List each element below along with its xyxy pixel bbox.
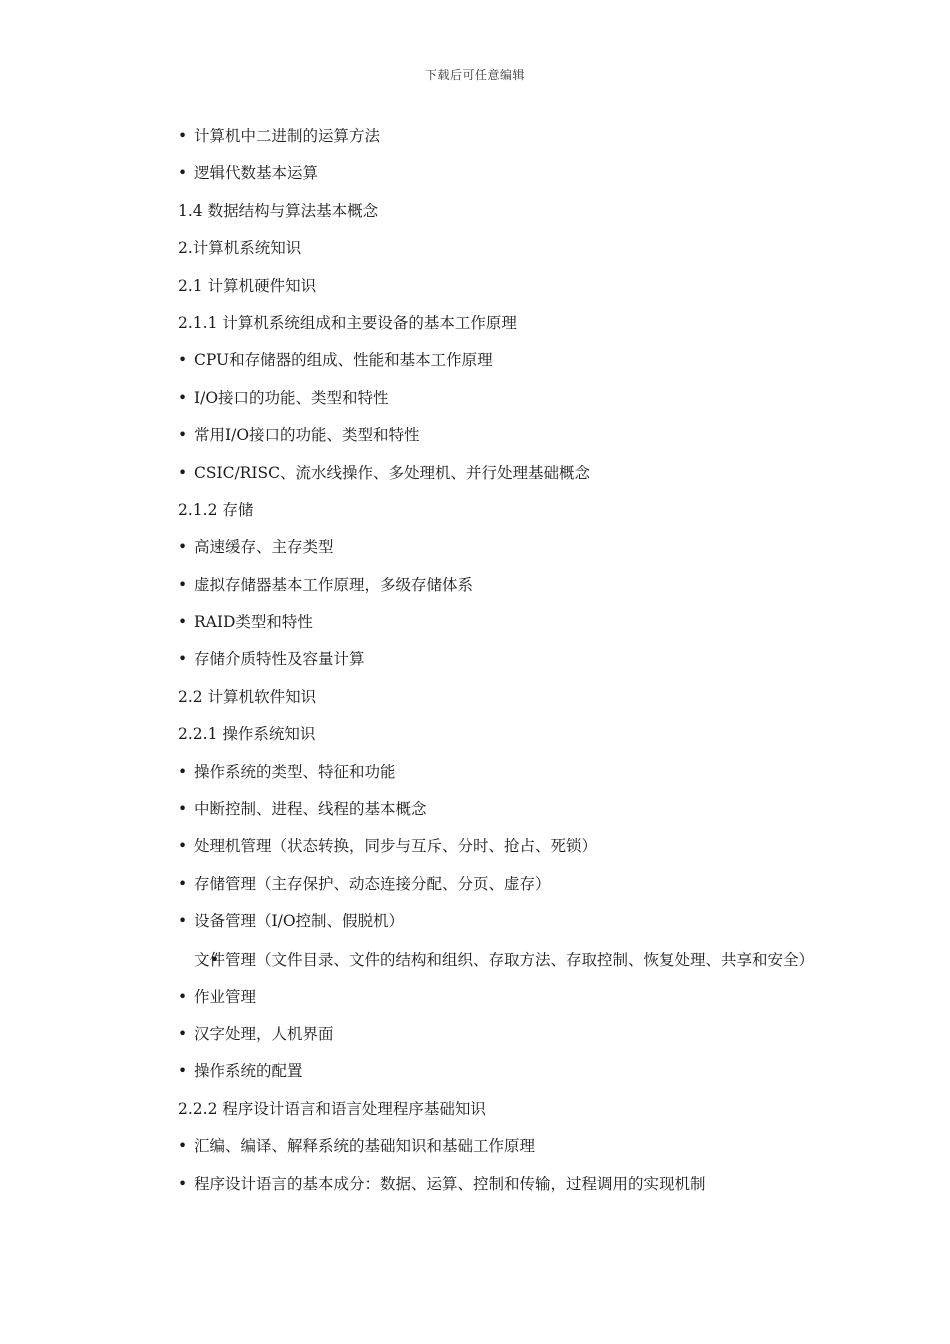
list-item: • 虚拟存储器基本工作原理，多级存储体系 <box>146 573 816 597</box>
list-item: • 逻辑代数基本运算 <box>146 161 816 185</box>
section-heading: 1.4 数据结构与算法基本概念 <box>178 201 379 220</box>
section-heading: 2.2 计算机软件知识 <box>178 687 317 706</box>
list-item: • 操作系统的类型、特征和功能 <box>146 760 816 784</box>
list-item: • 计算机中二进制的运算方法 <box>146 124 816 148</box>
list-item: • 存储管理（主存保护、动态连接分配、分页、虚存） <box>146 872 816 896</box>
list-item: • I/O接口的功能、类型和特性 <box>146 386 816 410</box>
list-item: • 汉字处理，人机界面 <box>146 1022 816 1046</box>
list-item: • RAID类型和特性 <box>146 610 816 634</box>
list-item: • CSIC/RISC、流水线操作、多处理机、并行处理基础概念 <box>146 461 816 485</box>
section-heading: 2.1.1 计算机系统组成和主要设备的基本工作原理 <box>178 313 517 332</box>
list-item: • 设备管理（I/O控制、假脱机） <box>146 909 816 933</box>
list-item: • 汇编、编译、解释系统的基础知识和基础工作原理 <box>146 1134 816 1158</box>
list-item: • 作业管理 <box>146 985 816 1009</box>
list-item: • 程序设计语言的基本成分：数据、运算、控制和传输，过程调用的实现机制 <box>146 1172 816 1196</box>
section-heading: 2.计算机系统知识 <box>178 239 302 258</box>
document-body <box>146 124 816 1209</box>
section-heading: 2.1 计算机硬件知识 <box>178 276 317 295</box>
list-item: • 高速缓存、主存类型 <box>146 535 816 559</box>
list-item: • 处理机管理（状态转换，同步与互斥、分时、抢占、死锁） <box>146 834 816 858</box>
list-item: • 操作系统的配置 <box>146 1059 816 1083</box>
list-item: • 中断控制、进程、线程的基本概念 <box>146 797 816 821</box>
section-heading: 2.1.2 存储 <box>178 500 254 519</box>
list-item: • CPU和存储器的组成、性能和基本工作原理 <box>146 348 816 372</box>
list-item-wrapped: • 文件管理（文件目录、文件的结构和组织、存取方法、存取控制、恢复处理、共享和安全） <box>146 947 816 973</box>
list-item: • 常用I/O接口的功能、类型和特性 <box>146 423 816 447</box>
page-header: 下载后可任意编辑 <box>424 68 525 82</box>
section-heading: 2.2.2 程序设计语言和语言处理程序基础知识 <box>178 1099 486 1118</box>
list-item: • 存储介质特性及容量计算 <box>146 647 816 671</box>
section-heading: 2.2.1 操作系统知识 <box>178 725 316 744</box>
